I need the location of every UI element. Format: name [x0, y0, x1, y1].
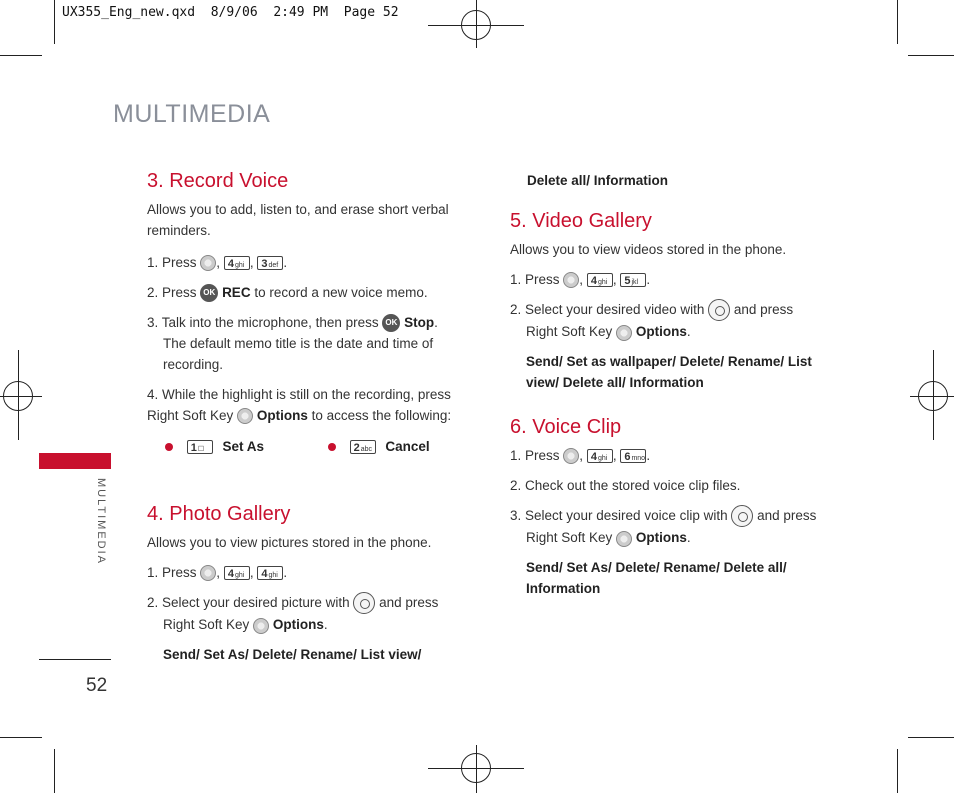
- soft-key-icon: [616, 325, 632, 341]
- step-text: 1. Press: [510, 448, 560, 463]
- section-photo-gallery: [147, 503, 472, 665]
- bullet-icon: [328, 443, 336, 451]
- step-text: 2. Select your desired video with: [510, 302, 705, 317]
- section-heading: 6. Voice Clip: [510, 416, 622, 438]
- option-label: Cancel: [385, 439, 430, 454]
- crop-mark: [897, 0, 898, 44]
- step-text: Right Soft Key: [526, 530, 613, 546]
- section-intro: Allows you to view pictures stored in the phone.: [147, 535, 432, 550]
- file-header: UX355_Eng_new.qxd 8/9/06 2:49 PM Page 52: [62, 5, 399, 20]
- chapter-title: MULTIMEDIA: [113, 100, 271, 128]
- step-text: The default memo title is the date and time of recording.: [163, 336, 434, 372]
- nav-key-icon: [708, 299, 730, 321]
- step-1: 1. Press , 4ghi , 3def .: [147, 255, 288, 271]
- ok-key-icon: OK: [382, 314, 400, 332]
- options-continued: [527, 170, 668, 191]
- page-rule: [39, 659, 111, 660]
- step-text: 1. Press: [147, 255, 197, 270]
- key-1-icon: 1☐: [187, 440, 213, 454]
- option-item: [165, 439, 268, 454]
- key-6-icon: 6mno: [620, 449, 646, 463]
- step-text: Right Soft Key: [526, 324, 613, 340]
- options-list: [510, 557, 840, 599]
- step-text: to record a new voice memo.: [250, 285, 428, 300]
- nav-key-icon: [731, 505, 753, 527]
- bullet-icon: [165, 443, 173, 451]
- step-text: 2. Select your desired picture with: [147, 595, 350, 610]
- soft-key-icon: [237, 408, 253, 424]
- options-list: [147, 644, 472, 665]
- options-text: Send/ Set as wallpaper/ Delete/ Rename/ List: [526, 354, 812, 370]
- soft-key-icon: [616, 531, 632, 547]
- crop-mark: [0, 737, 42, 738]
- options-list: [510, 351, 840, 393]
- key-3-icon: 3def: [257, 256, 283, 270]
- crop-mark: [54, 749, 55, 793]
- nav-key-icon: [353, 592, 375, 614]
- step-text: to access the following:: [307, 408, 452, 423]
- option-label: Set As: [222, 439, 265, 454]
- ok-key-icon: OK: [200, 284, 218, 302]
- step-text: and press: [375, 595, 439, 610]
- step-text: and press: [730, 302, 794, 317]
- step-2: [147, 592, 472, 635]
- options-text: view/ Delete all/ Information: [526, 375, 704, 391]
- step-4: [147, 384, 472, 426]
- menu-key-icon: [200, 255, 216, 271]
- crop-mark: [897, 749, 898, 793]
- menu-key-icon: [200, 565, 216, 581]
- sidebar-tab: [39, 453, 111, 469]
- step-text: 3. Select your desired voice clip with: [510, 508, 728, 523]
- step-bold: Stop: [404, 315, 435, 330]
- sidebar-label: MULTIMEDIA: [95, 478, 107, 566]
- section-heading: 4. Photo Gallery: [147, 503, 291, 525]
- step-bold: Options: [256, 408, 308, 423]
- step-bold: Options: [635, 530, 687, 546]
- option-item: [328, 439, 430, 454]
- options-text: Information: [526, 581, 601, 597]
- section-intro: Allows you to add, listen to, and erase short verbal reminders.: [147, 202, 449, 238]
- step-2: [147, 282, 472, 303]
- section-intro: Allows you to view videos stored in the phone.: [510, 242, 787, 257]
- step-line: Right Soft Key Options.: [163, 617, 328, 633]
- option-list: [147, 436, 472, 457]
- key-4-icon: 4ghi: [224, 566, 250, 580]
- section-voice-clip: [510, 416, 840, 599]
- crop-mark: [0, 55, 42, 56]
- step-text: 4. While the highlight is still on the recording, press Right Soft Key: [147, 387, 451, 423]
- key-2-icon: 2abc: [350, 440, 376, 454]
- step-3: 3. Talk into the microphone, then press OK Stop. The default memo title is the date and time of recording.: [147, 312, 472, 375]
- step-line: Right Soft Key Options.: [526, 324, 691, 340]
- step-text: 1. Press: [510, 272, 560, 287]
- crop-mark: [908, 737, 954, 738]
- key-4-icon: 4ghi: [587, 449, 613, 463]
- key-5-icon: 5jkl: [620, 273, 646, 287]
- options-text: Send/ Set As/ Delete/ Rename/ Delete all/: [526, 560, 787, 576]
- section-record-voice: [147, 170, 472, 457]
- key-4-icon: 4ghi: [587, 273, 613, 287]
- step-bold: REC: [222, 285, 251, 300]
- step-text: Right Soft Key: [163, 617, 250, 633]
- step-1: 1. Press , 4ghi , 6mno.: [510, 448, 651, 464]
- menu-key-icon: [563, 272, 579, 288]
- key-4-icon: 4ghi: [257, 566, 283, 580]
- section-video-gallery: [510, 210, 840, 393]
- step-line: Right Soft Key Options.: [526, 530, 691, 546]
- soft-key-icon: [253, 618, 269, 634]
- step-text: 3. Talk into the microphone, then press: [147, 315, 379, 330]
- section-heading: 3. Record Voice: [147, 170, 289, 192]
- step-bold: Options: [635, 324, 687, 340]
- menu-key-icon: [563, 448, 579, 464]
- crop-mark: [908, 55, 954, 56]
- step-text: 2. Press: [147, 285, 197, 300]
- key-4-icon: 4ghi: [224, 256, 250, 270]
- step-text: and press: [753, 508, 817, 523]
- step-3: [510, 505, 840, 548]
- step-2: 2. Check out the stored voice clip files.: [510, 478, 741, 493]
- options-text: Send/ Set As/ Delete/ Rename/ List view/: [163, 647, 422, 663]
- step-1: 1. Press , 4ghi , 5jkl .: [510, 272, 651, 288]
- step-bold: Options: [272, 617, 324, 633]
- step-1: 1. Press , 4ghi , 4ghi .: [147, 565, 288, 581]
- page-number: 52: [86, 675, 108, 696]
- crop-mark: [54, 0, 55, 44]
- section-heading: 5. Video Gallery: [510, 210, 652, 232]
- step-2: [510, 299, 840, 342]
- options-text: Delete all/ Information: [527, 173, 669, 188]
- step-text: 1. Press: [147, 565, 197, 580]
